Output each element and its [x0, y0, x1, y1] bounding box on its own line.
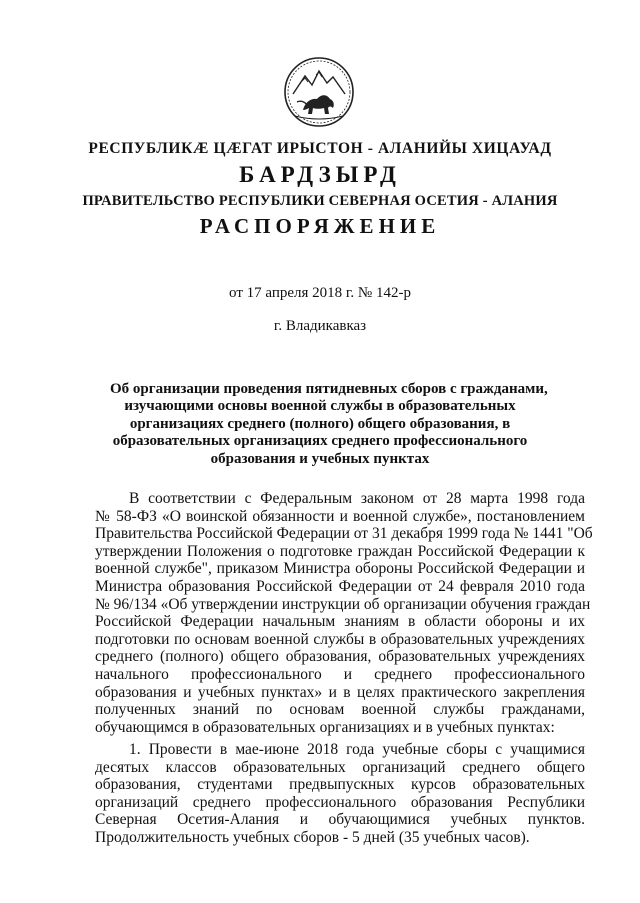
header-government: ПРАВИТЕЛЬСТВО РЕСПУБЛИКИ СЕВЕРНАЯ ОСЕТИЯ - АЛАНИЯ: [82, 193, 558, 209]
title-line: образовательных организациях среднего профессионального: [112, 433, 528, 450]
paragraph-line: полученных знаний по основам военной службы гражданами,: [95, 701, 585, 719]
title-line: изучающими основы военной службы в образовательных: [124, 398, 516, 415]
document-city: г. Владикавказ: [273, 318, 367, 334]
header-bardzyrd: БАРДЗЫРД: [239, 162, 401, 187]
title-line: организациях среднего (полного) общего образования, в: [129, 415, 511, 432]
paragraph-line: начального профессионального и среднего профессионального: [95, 665, 585, 683]
document-type-title: РАСПОРЯЖЕНИЕ: [199, 214, 441, 238]
title-line: образования и учебных пунктах: [210, 450, 430, 467]
paragraph-line: образования и учебных пунктах» и в целях практического закрепления: [95, 683, 585, 701]
title-line: Об организации проведения пятидневных сборов с гражданами,: [110, 381, 548, 397]
paragraph-line: Правительства Российской Федерации от 31 декабря 1999 года № 1441 "Об: [95, 525, 593, 543]
paragraph-line: 1. Провести в мае-июне 2018 года учебные сборы с учащимися: [129, 741, 585, 758]
paragraph-line: Продолжительность учебных сборов - 5 дней (35 учебных часов).: [95, 828, 530, 846]
paragraph-line: образования, студентами предвыпускных курсов образовательных: [95, 776, 585, 794]
paragraph-line: Северная Осетия-Алания и обучающимися учебных пунктов.: [95, 811, 585, 829]
header-republic-ossetian: РЕСПУБЛИКÆ ЦÆГАТ ИРЫСТОН - АЛАНИЙЫ ХИЦАУАД: [88, 140, 552, 157]
paragraph-line: среднего (полного) общего образования, образовательных учреждениях: [95, 648, 585, 666]
paragraph-item-1: [95, 741, 585, 847]
document-subject-title: [110, 381, 548, 468]
paragraph-line: подготовки по основам военной службы в образовательных учреждениях: [95, 630, 585, 648]
document-date-number: от 17 апреля 2018 г. № 142-р: [229, 285, 411, 301]
paragraph-preamble: [95, 490, 593, 736]
paragraph-line: В соответствии с Федеральным законом от 28 марта 1998 года: [129, 490, 585, 507]
paragraph-line: № 96/134 «Об утверждении инструкции об организации обучения граждан: [95, 595, 591, 613]
paragraph-line: обучающимся в образовательных организациях и в учебных пунктах:: [95, 718, 555, 736]
coat-of-arms-emblem-icon: [283, 56, 355, 128]
paragraph-line: организаций среднего профессионального образования Республики: [95, 793, 585, 811]
paragraph-line: утверждении Положения о подготовке граждан Российской Федерации к: [95, 542, 585, 560]
paragraph-line: военной службе", приказом Министра обороны Российской Федерации и: [95, 560, 585, 578]
paragraph-line: № 58-ФЗ «О воинской обязанности и военной службе», постановлением: [95, 507, 585, 525]
paragraph-line: десятых классов образовательных организаций среднего общего: [95, 758, 585, 776]
paragraph-line: Российской Федерации начальным знаниям в области обороны и их: [95, 613, 585, 631]
paragraph-line: Министра образования Российской Федерации от 24 февраля 2010 года: [95, 577, 585, 595]
